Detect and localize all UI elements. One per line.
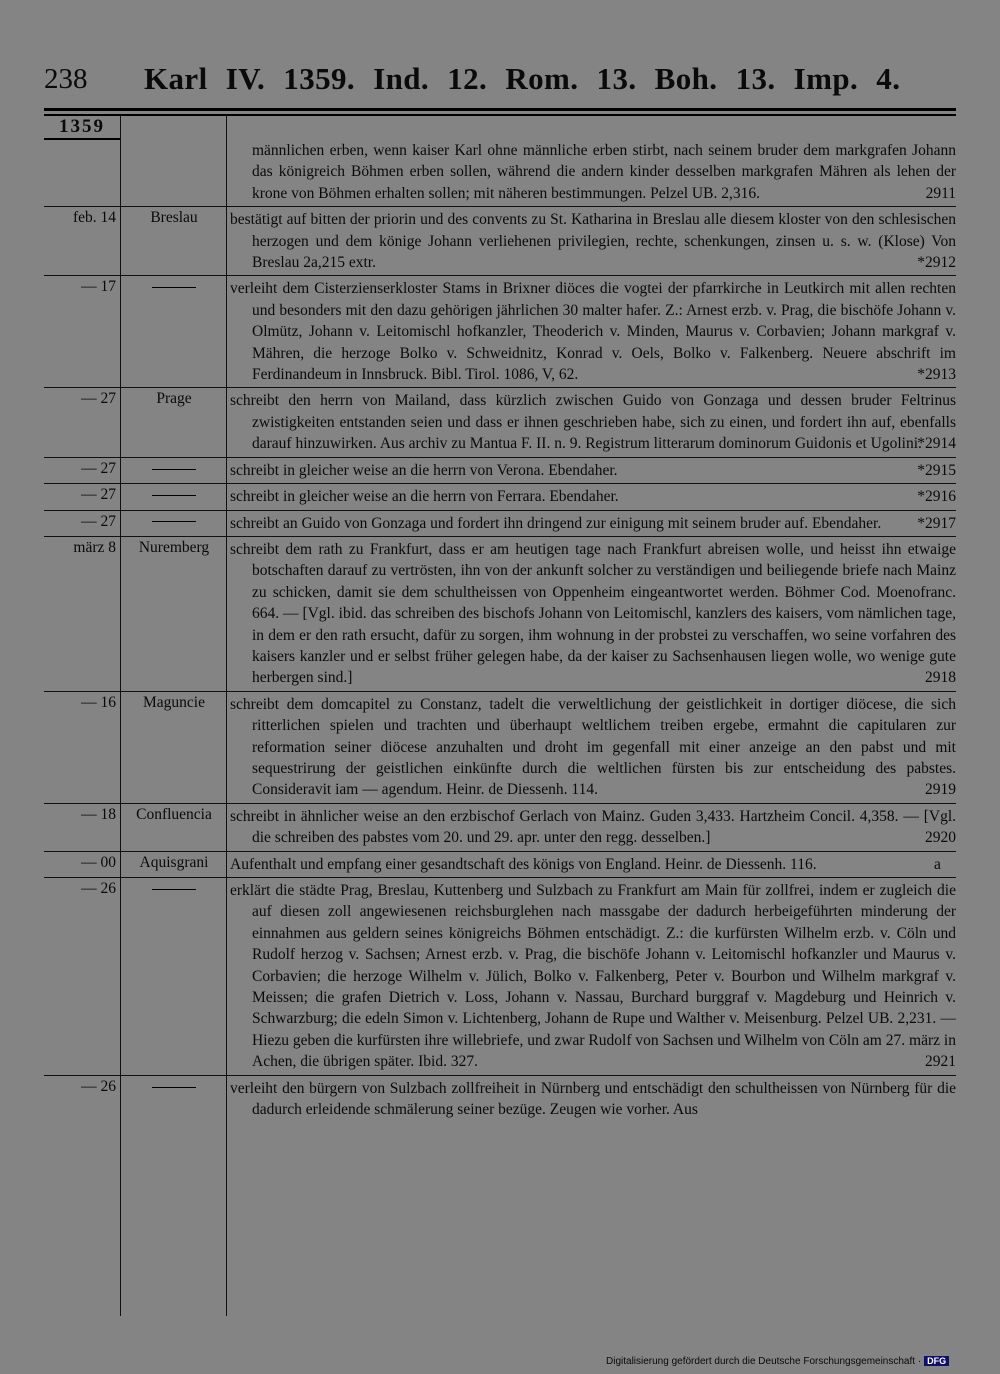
entry-place bbox=[122, 484, 226, 505]
entry-date: — 16 bbox=[81, 693, 116, 711]
entry-number: *2916 bbox=[917, 488, 956, 506]
ditto-dash bbox=[152, 469, 196, 470]
entry-body: schreibt dem domcapitel zu Constanz, tadelt die verweltlichung der geistlichkeit in dortiger diöcese, die sich ritterlichen spielen und trachten und überhaupt weltlichem treiben ergebe, ermahnt die capitularen zur reformation seiner diöcese anzuhalten und droht im gegenfall mit einer anzeige an den pabst und mit sequestrirung der geistlichen einkünfte durch die weltlichen fürsten bis zur entscheidung des pabstes. Consideravit iam — agendum. Heinr. de Diessenh. 114. bbox=[230, 695, 956, 799]
entry-text bbox=[230, 880, 956, 1073]
entry-place: Nuremberg bbox=[138, 538, 210, 556]
entry-number: *2917 bbox=[917, 514, 956, 532]
entry-text bbox=[230, 513, 956, 534]
regest-entry bbox=[44, 275, 956, 385]
header-rule bbox=[44, 108, 956, 111]
entry-body: bestätigt auf bitten der priorin und des convents zu St. Katharina in Breslau alle diesem kloster von den schlesischen herzogen und dem könige Johann verliehenen privilegien, rechte, schenkungen, zinsen u. s. w. (Klose) Von Breslau 2a,215 extr. bbox=[230, 211, 956, 272]
entry-text bbox=[230, 278, 956, 385]
ditto-dash bbox=[152, 287, 196, 288]
entry-date: — 26 bbox=[81, 880, 116, 897]
entry-date: — 26 bbox=[81, 1077, 116, 1095]
regest-entry bbox=[44, 536, 956, 689]
regest-entry bbox=[44, 140, 956, 204]
entry-date: — 27 bbox=[81, 390, 116, 408]
header-rule-thin bbox=[44, 114, 956, 116]
entry-body: schreibt den herrn von Mailand, dass kürzlich zwischen Guido von Gonzaga und dessen bruder Feltrinus zwistigkeiten entstanden seien und dass er ihnen geschrieben habe, sich zu einen, und fordert ihn auf, ebenfalls darauf hinzuwirken. Aus archiv zu Mantua F. II. n. 9. Registrum litterarum dominorum Guidonis et Ugolini. bbox=[230, 392, 956, 453]
entry-number: 2919 bbox=[925, 781, 956, 799]
entry-body: Aufenthalt und empfang einer gesandtschaft des königs von England. Heinr. de Diessenh. 116. bbox=[230, 855, 817, 873]
entry-body: verleiht dem Cisterzienserkloster Stams in Brixner diöces die vogtei der pfarrkirche in Leutkirch mit allen rechten und besonders mit den dazu gehörigen jährlichen 30 malter hafer. Z.: Arnest erzb. v. Prag, die bischöfe Johann v. Olmütz, Johann v. Leitomischl hofkanzler, Theoderich v. Minden, Maurus v. Corbavien; Johann markgraf v. Mähren, die herzoge Bolko v. Schweidnitz, Konrad v. Oels, Bolko v. Falkenberg. Neuere abschrift im Ferdinandeum in Innsbruck. Bibl. Tirol. 1086, V, 62. bbox=[230, 280, 956, 384]
entry-date: märz 8 bbox=[73, 538, 116, 556]
entry-text bbox=[230, 460, 956, 481]
entry-date: — 18 bbox=[81, 805, 116, 823]
entry-place bbox=[122, 878, 226, 899]
entry-number: *2915 bbox=[917, 461, 956, 479]
entry-text bbox=[230, 140, 956, 204]
entry-body: erklärt die städte Prag, Breslau, Kuttenberg und Sulzbach zu Frankfurt am Main für zollfrei, indem er zugleich die auf diesen zoll angewiesenen reichsburglehen nach massgabe der dadurch herbeigeführten minderung der einnahmen aus geldern seines königreichs Böhmen entschädigt. Z.: die kurfürsten Wilhelm erzb. v. Cöln und Rudolf herzog v. Sachsen; Arnest erzb. v. Prag, die bischöfe Johann v. Leitomischl hofkanzler und Maurus v. Corbavien; die herzoge Wilhelm v. Jülich, Bolko v. Falkenberg, Peter v. Bourbon und Wilhelm markgraf v. Meissen; die grafen Dietrich v. Loss, Johann v. Nassau, Burchard burggraf v. Magdeburg und Heinrich v. Schwarzburg; die edeln Simon v. Lichtenberg, Johann de Rupe und Walther v. Meisenburg. Pelzel UB. 2,231. — Hiezu geben die kurfürsten ihre willebriefe, und zwar Rudolf von Sachsen und Wilhelm von Cöln am 27. märz in Achen, die übrigen später. Ibid. 327. bbox=[230, 882, 956, 1071]
entry-place bbox=[122, 276, 226, 297]
entry-date: — 27 bbox=[81, 512, 116, 530]
entry-number: 2920 bbox=[925, 829, 956, 847]
entry-place: Breslau bbox=[150, 209, 198, 227]
entry-date: feb. 14 bbox=[72, 209, 116, 227]
footer-text: Digitalisierung gefördert durch die Deutsche Forschungsgemeinschaft · bbox=[606, 1356, 922, 1367]
page-number: 238 bbox=[44, 63, 88, 95]
regest-entry bbox=[44, 803, 956, 849]
regest-entry bbox=[44, 457, 956, 481]
entry-text bbox=[230, 694, 956, 801]
entry-text bbox=[230, 539, 956, 689]
regest-entry bbox=[44, 851, 956, 875]
entry-number: 2911 bbox=[925, 184, 956, 202]
ditto-dash bbox=[152, 1087, 196, 1088]
footer bbox=[606, 1356, 949, 1367]
entry-text bbox=[230, 486, 956, 507]
entry-body: schreibt dem rath zu Frankfurt, dass er am heutigen tage nach Frankfurt abreisen wolle, und heisst ihn etwaige botschaften darauf zu vertrösten, ihn von der ankunft solcher zu verständigen und beiliegende briefe nach Mainz zu schicken, damit sie dem schultheissen von Oppenheim eingeantwortet werden. Böhmer Cod. Moenofranc. 664. — [Vgl. ibid. das schreiben des bischofs Johann von Leitomischl, kanzlers des kaisers, vom nämlichen tage, in dem er den rath ersucht, dafür zu sorgen, ihm wohnung in der probstei zu verschaffen, wo seine vorfahren des kaisers kanzler und er selbst früher gelegen habe, da der kaiser zu Sachsenhausen liegen wolle, wo wenige gute herbergen sind.] bbox=[230, 540, 956, 687]
entry-date: — 17 bbox=[81, 278, 116, 296]
regest-entry bbox=[44, 206, 956, 273]
entry-place: Maguncie bbox=[143, 693, 205, 711]
entry-text bbox=[230, 1078, 956, 1121]
entry-body: schreibt in ähnlicher weise an den erzbischof Gerlach von Mainz. Guden 3,433. Hartzheim Concil. 4,358. — [Vgl. die schreiben des pabstes vom 20. und 29. apr. unter den regg. desselben.] bbox=[230, 807, 956, 847]
entry-number: *2913 bbox=[917, 366, 956, 384]
regest-entry bbox=[44, 1075, 956, 1121]
entry-place bbox=[122, 458, 226, 479]
entry-date: — 00 bbox=[81, 853, 116, 871]
entry-place: Prage bbox=[156, 390, 192, 408]
entry-date: — 27 bbox=[81, 486, 116, 504]
entry-text bbox=[230, 209, 956, 273]
entry-text: Aufenthalt und empfang einer gesandtschaft des königs von England. Heinr. de Diessenh. 116. a bbox=[230, 855, 941, 873]
entry-body: schreibt an Guido von Gonzaga und fordert ihn dringend zur einigung mit seinem bruder auf. Ebendaher. bbox=[230, 514, 882, 532]
ditto-dash bbox=[152, 521, 196, 522]
regesta-entries bbox=[44, 140, 956, 1120]
entry-text bbox=[230, 806, 956, 849]
entry-text bbox=[230, 390, 956, 454]
year-box: 1359 bbox=[59, 116, 105, 137]
entry-number: 2921 bbox=[925, 1053, 956, 1071]
entry-place: Confluencia bbox=[136, 805, 212, 823]
regest-entry bbox=[44, 483, 956, 507]
page-header bbox=[44, 62, 964, 102]
entry-number: 2918 bbox=[925, 669, 956, 687]
ditto-dash bbox=[152, 889, 196, 890]
entry-place bbox=[122, 1076, 226, 1097]
entry-date: — 27 bbox=[81, 459, 116, 477]
entry-body: verleiht den bürgern von Sulzbach zollfreiheit in Nürnberg und entschädigt den schultheissen von Nürnberg für die dadurch erleidende schmälerung seiner bezüge. Zeugen wie vorher. Aus bbox=[230, 1079, 956, 1119]
regest-entry bbox=[44, 387, 956, 454]
entry-number: *2912 bbox=[917, 254, 956, 272]
dfg-logo: DFG bbox=[924, 1356, 949, 1366]
entry-body: männlichen erben, wenn kaiser Karl ohne männliche erben stirbt, nach seinem bruder dem markgrafen Johann das königreich Böhmen erben sollen, während die andern kinder desselben markgrafen Mähren als lehen der krone von Böhmen erhalten sollen; mit näheren bestimmungen. Pelzel UB. 2,316. bbox=[252, 142, 956, 202]
regest-entry bbox=[44, 877, 956, 1073]
entry-place: Aquisgrani bbox=[139, 853, 209, 871]
regest-entry bbox=[44, 691, 956, 801]
regest-entry bbox=[44, 510, 956, 534]
entry-body: schreibt in gleicher weise an die herrn von Ferrara. Ebendaher. bbox=[230, 488, 619, 506]
entry-body: schreibt in gleicher weise an die herrn von Verona. Ebendaher. bbox=[230, 461, 618, 479]
entry-place bbox=[122, 511, 226, 532]
running-title: Karl IV. 1359. Ind. 12. Rom. 13. Boh. 13. Imp. 4. bbox=[144, 61, 901, 96]
entry-number: *2914 bbox=[917, 435, 956, 453]
ditto-dash bbox=[152, 495, 196, 496]
